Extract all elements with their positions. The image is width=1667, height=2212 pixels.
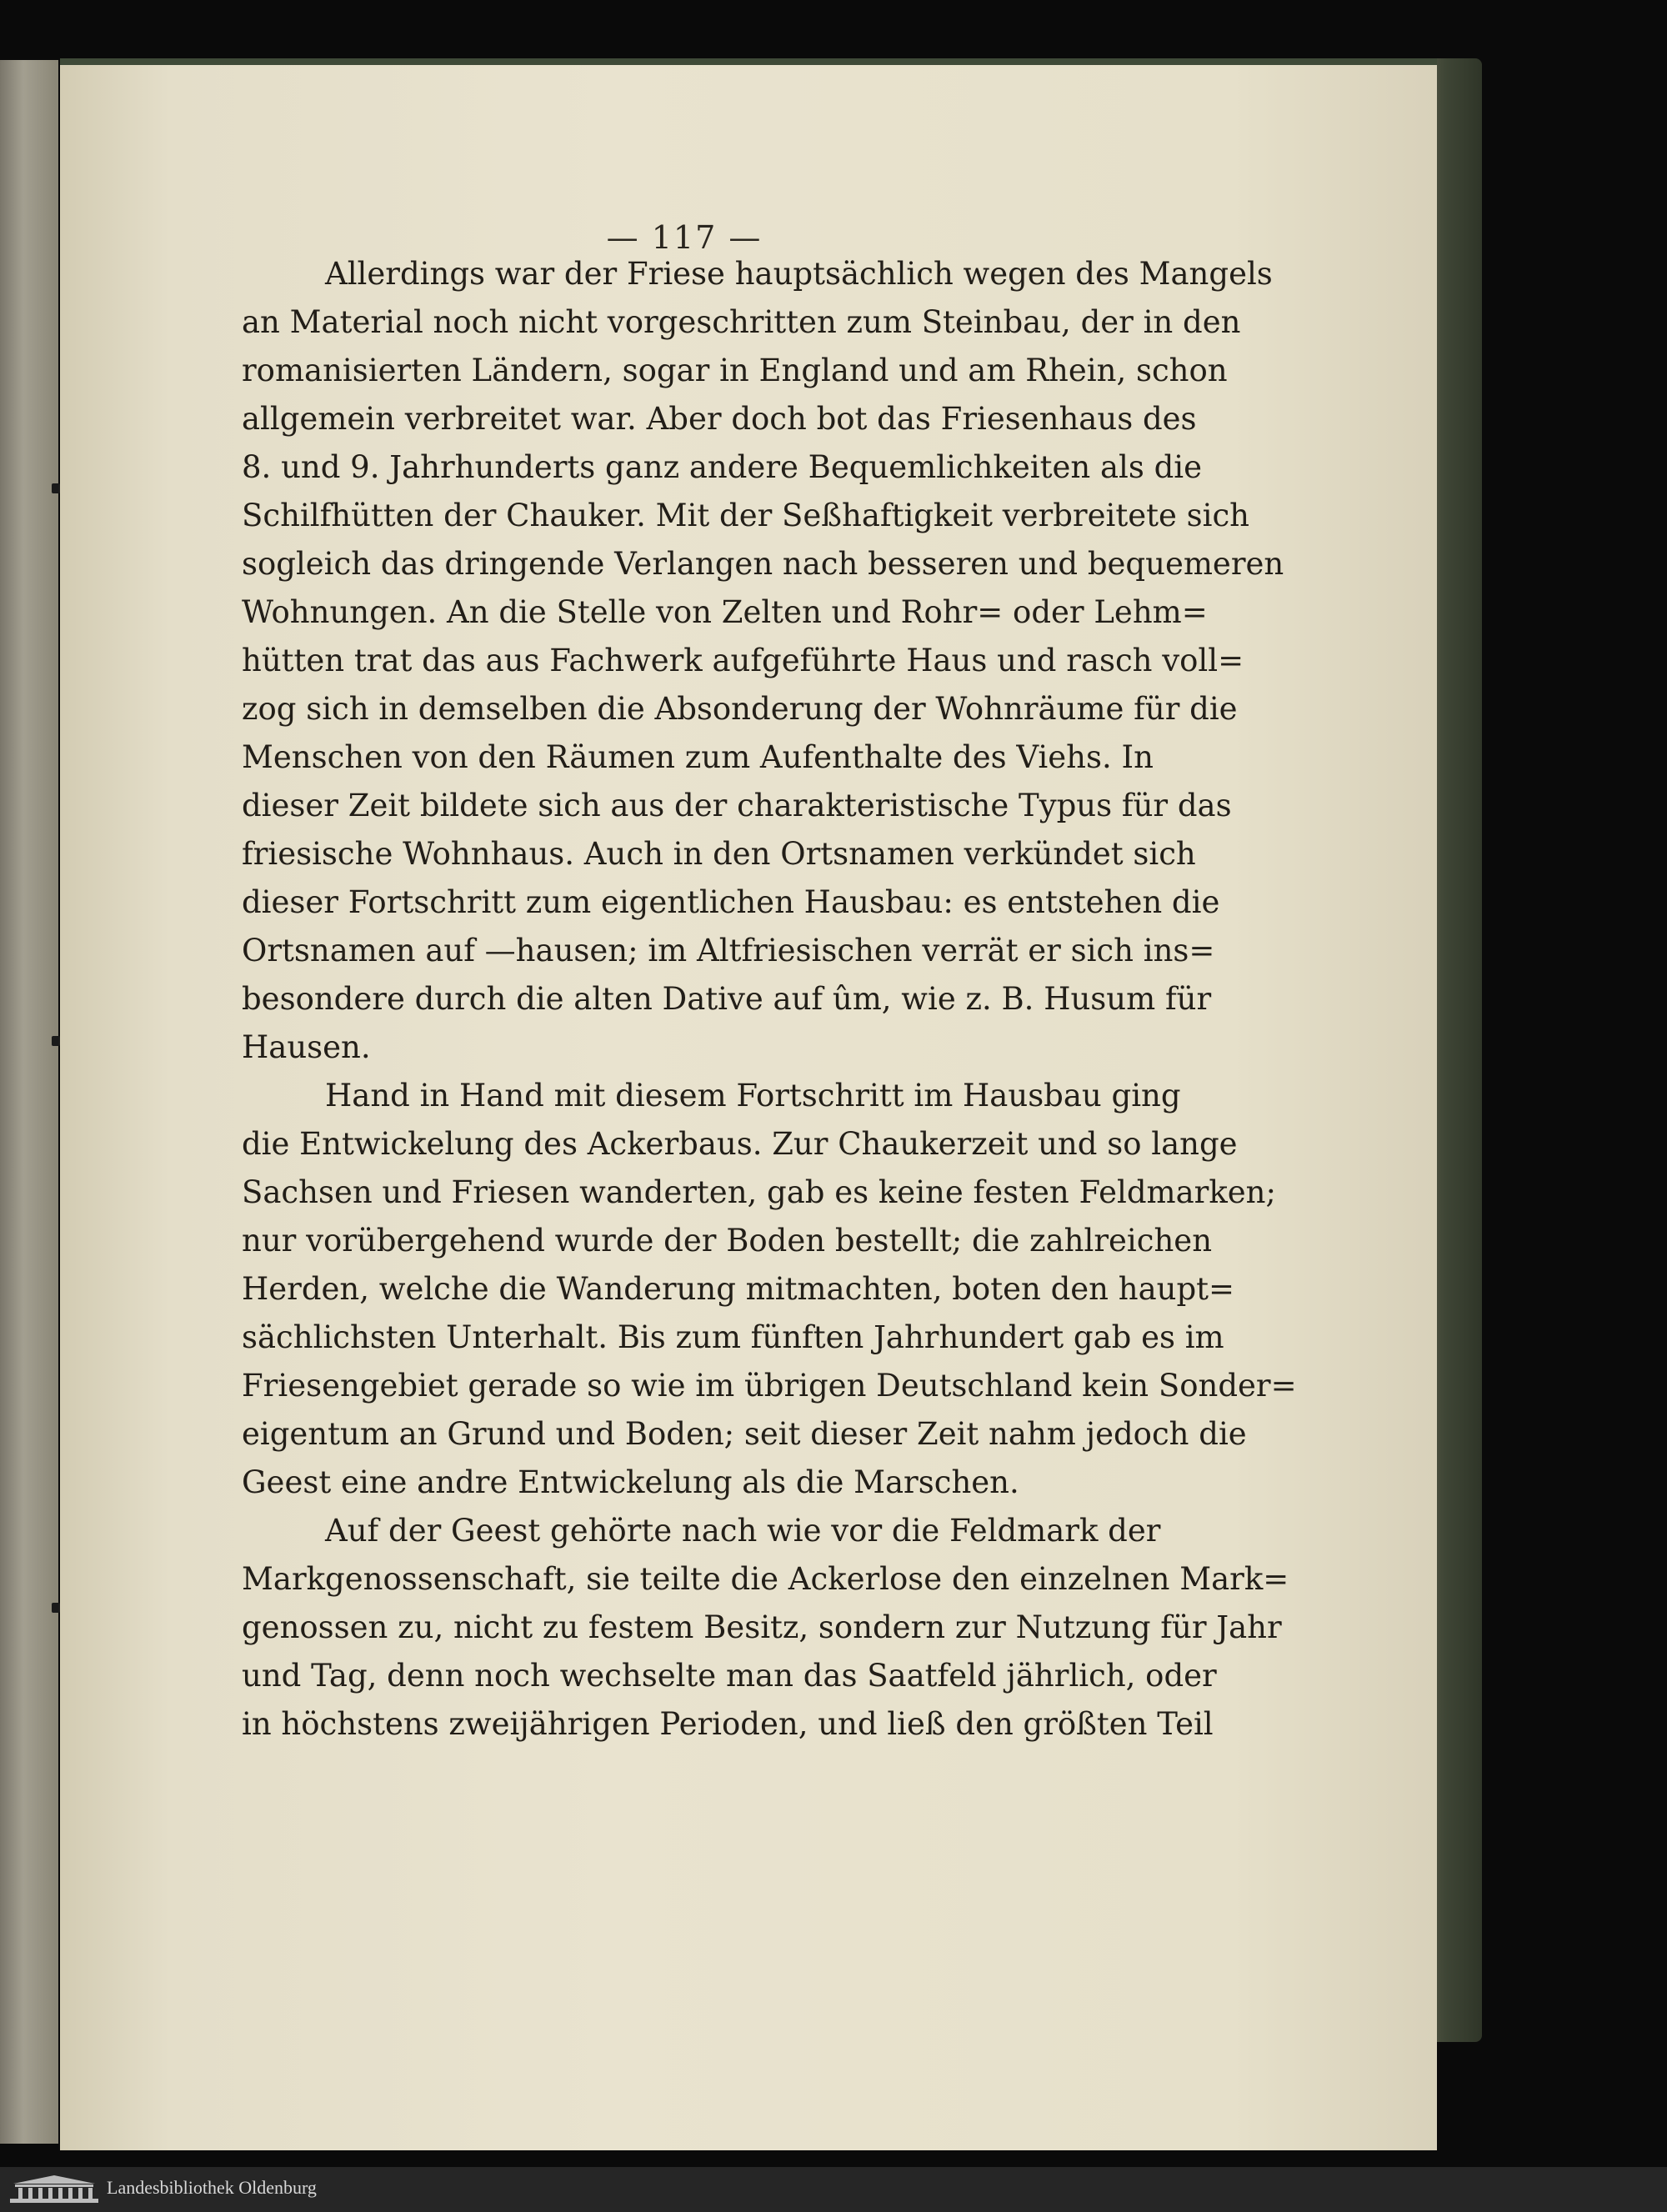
text-line: Markgenossenschaft, sie teilte die Ackerlose den einzelnen Mark= bbox=[242, 1561, 1289, 1597]
text-line: allgemein verbreitet war. Aber doch bot das Friesenhaus des bbox=[242, 401, 1197, 437]
text-line: sogleich das dringende Verlangen nach besseren und bequemeren bbox=[242, 546, 1284, 582]
text-line: Geest eine andre Entwickelung als die Marschen. bbox=[242, 1464, 1019, 1500]
footer-bar bbox=[0, 2167, 1667, 2212]
page-number: — 117 — bbox=[606, 219, 763, 256]
gutter-mark bbox=[52, 483, 60, 493]
body-text bbox=[242, 250, 1297, 1749]
text-line: Menschen von den Räumen zum Aufenthalte des Viehs. In bbox=[242, 739, 1154, 775]
text-line: Hand in Hand mit diesem Fortschritt im Hausbau ging bbox=[325, 1078, 1181, 1114]
text-line: dieser Zeit bildete sich aus der charakteristische Typus für das bbox=[242, 788, 1232, 823]
text-line: Auf der Geest gehörte nach wie vor die Feldmark der bbox=[325, 1513, 1161, 1549]
text-line: zog sich in demselben die Absonderung der Wohnräume für die bbox=[242, 691, 1238, 727]
gutter-mark bbox=[52, 1036, 60, 1046]
text-line: Wohnungen. An die Stelle von Zelten und Rohr= oder Lehm= bbox=[242, 594, 1208, 630]
text-line: Friesengebiet gerade so wie im übrigen Deutschland kein Sonder= bbox=[242, 1368, 1297, 1404]
previous-page-edge bbox=[0, 60, 58, 2144]
text-line: sächlichsten Unterhalt. Bis zum fünften Jahrhundert gab es im bbox=[242, 1319, 1224, 1355]
text-line: friesische Wohnhaus. Auch in den Ortsnamen verkündet sich bbox=[242, 836, 1196, 872]
text-line: Schilfhütten der Chauker. Mit der Seßhaftigkeit verbreitete sich bbox=[242, 498, 1250, 533]
text-line: in höchstens zweijährigen Perioden, und ließ den größten Teil bbox=[242, 1706, 1214, 1742]
text-line: genossen zu, nicht zu festem Besitz, sondern zur Nutzung für Jahr bbox=[242, 1609, 1282, 1645]
text-line: hütten trat das aus Fachwerk aufgeführte Haus und rasch voll= bbox=[242, 643, 1244, 678]
library-building-icon bbox=[8, 2174, 100, 2205]
text-line: und Tag, denn noch wechselte man das Saatfeld jährlich, oder bbox=[242, 1658, 1217, 1694]
text-line: eigentum an Grund und Boden; seit dieser Zeit nahm jedoch die bbox=[242, 1416, 1247, 1452]
text-line: Allerdings war der Friese hauptsächlich wegen des Mangels bbox=[325, 256, 1273, 292]
text-line: Hausen. bbox=[242, 1029, 371, 1065]
text-line: nur vorübergehend wurde der Boden bestellt; die zahlreichen bbox=[242, 1223, 1213, 1259]
text-line: Herden, welche die Wanderung mitmachten, boten den haupt= bbox=[242, 1271, 1235, 1307]
gutter-mark bbox=[52, 1603, 60, 1613]
text-line: die Entwickelung des Ackerbaus. Zur Chaukerzeit und so lange bbox=[242, 1126, 1238, 1162]
library-name[interactable]: Landesbibliothek Oldenburg bbox=[107, 2177, 317, 2198]
text-line: an Material noch nicht vorgeschritten zum Steinbau, der in den bbox=[242, 304, 1241, 340]
text-line: besondere durch die alten Dative auf ûm, wie z. B. Husum für bbox=[242, 981, 1212, 1017]
text-line: Sachsen und Friesen wanderten, gab es keine festen Feldmarken; bbox=[242, 1174, 1276, 1210]
text-line: Ortsnamen auf —hausen; im Altfriesischen verrät er sich ins= bbox=[242, 933, 1215, 968]
text-line: 8. und 9. Jahrhunderts ganz andere Bequemlichkeiten als die bbox=[242, 449, 1203, 485]
text-line: romanisierten Ländern, sogar in England und am Rhein, schon bbox=[242, 353, 1228, 388]
text-line: dieser Fortschritt zum eigentlichen Hausbau: es entstehen die bbox=[242, 884, 1220, 920]
